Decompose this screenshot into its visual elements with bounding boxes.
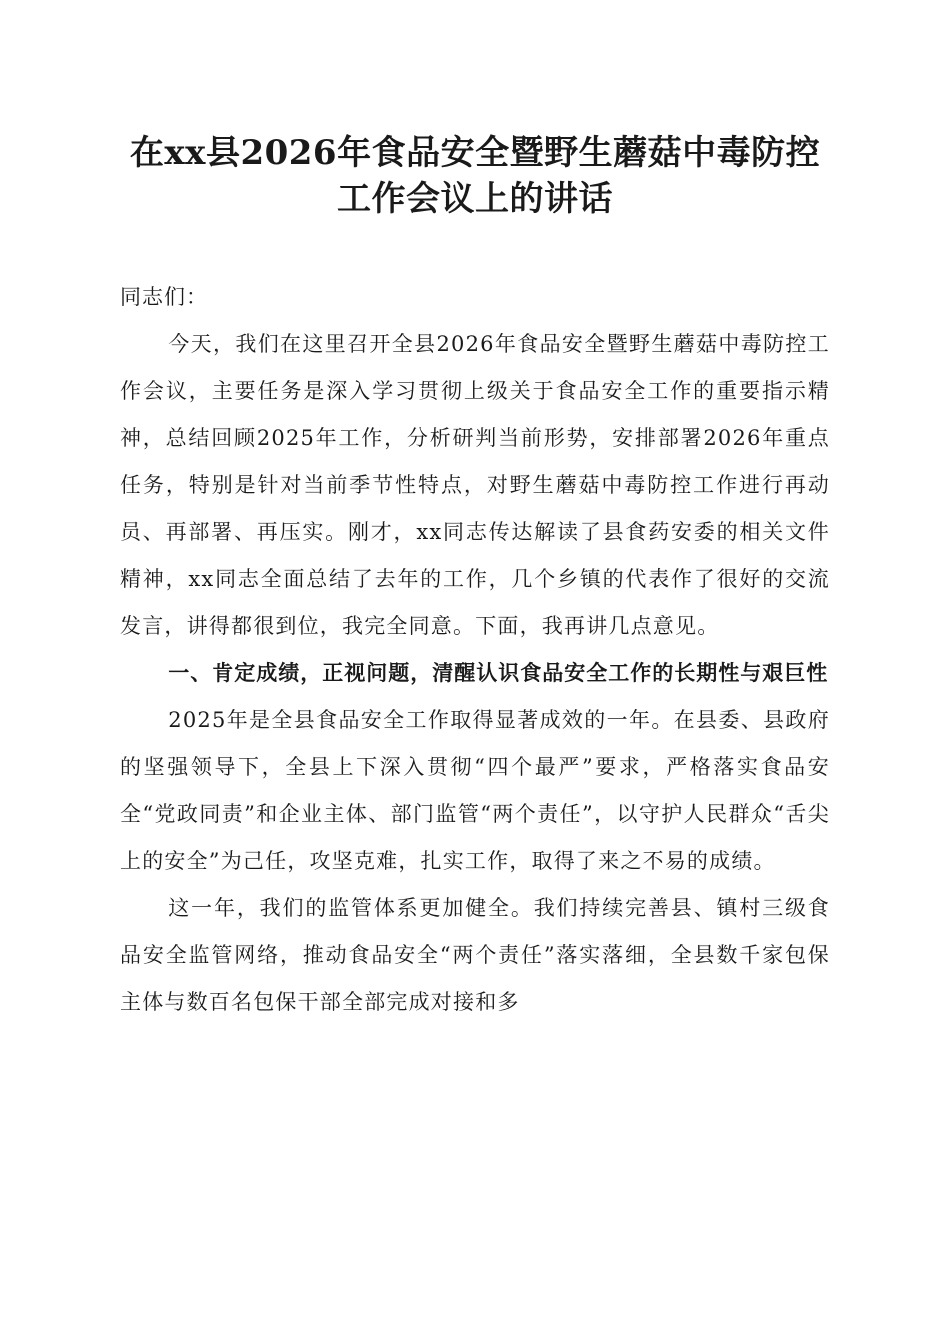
document-page <box>120 130 830 1026</box>
title-line-1: 在xx县2026年食品安全暨野生蘑菇中毒防控 <box>129 133 821 173</box>
section-1-paragraph-1: 2025年是全县食品安全工作取得显著成效的一年。在县委、县政府的坚强领导下，全县上下深入贯彻“四个最严”要求，严格落实食品安全“党政同责”和企业主体、部门监管“两个责任”，以守护人民群众“舌尖上的安全”为己任，攻坚克难，扎实工作，取得了来之不易的成绩。 <box>120 708 830 873</box>
intro-paragraph: 今天，我们在这里召开全县2026年食品安全暨野生蘑菇中毒防控工作会议，主要任务是深入学习贯彻上级关于食品安全工作的重要指示精神，总结回顾2025年工作，分析研判当前形势，安排部署2026年重点任务，特别是针对当前季节性特点，对野生蘑菇中毒防控工作进行再动员、再部署、再压实。刚才，xx同志传达解读了县食药安委的相关文件精神，xx同志全面总结了去年的工作，几个乡镇的代表作了很好的交流发言，讲得都很到位，我完全同意。下面，我再讲几点意见。 <box>120 332 830 638</box>
salutation: 同志们： <box>120 285 208 309</box>
section-heading-1: 一、肯定成绩，正视问题，清醒认识食品安全工作的长期性与艰巨性 <box>168 661 829 685</box>
title-line-2: 工作会议上的讲话 <box>337 179 613 219</box>
section-1-paragraph-2: 这一年，我们的监管体系更加健全。我们持续完善县、镇村三级食品安全监管网络，推动食品安全“两个责任”落实落细，全县数千家包保主体与数百名包保干部全部完成对接和多 <box>120 896 830 1014</box>
document-title <box>120 130 830 222</box>
